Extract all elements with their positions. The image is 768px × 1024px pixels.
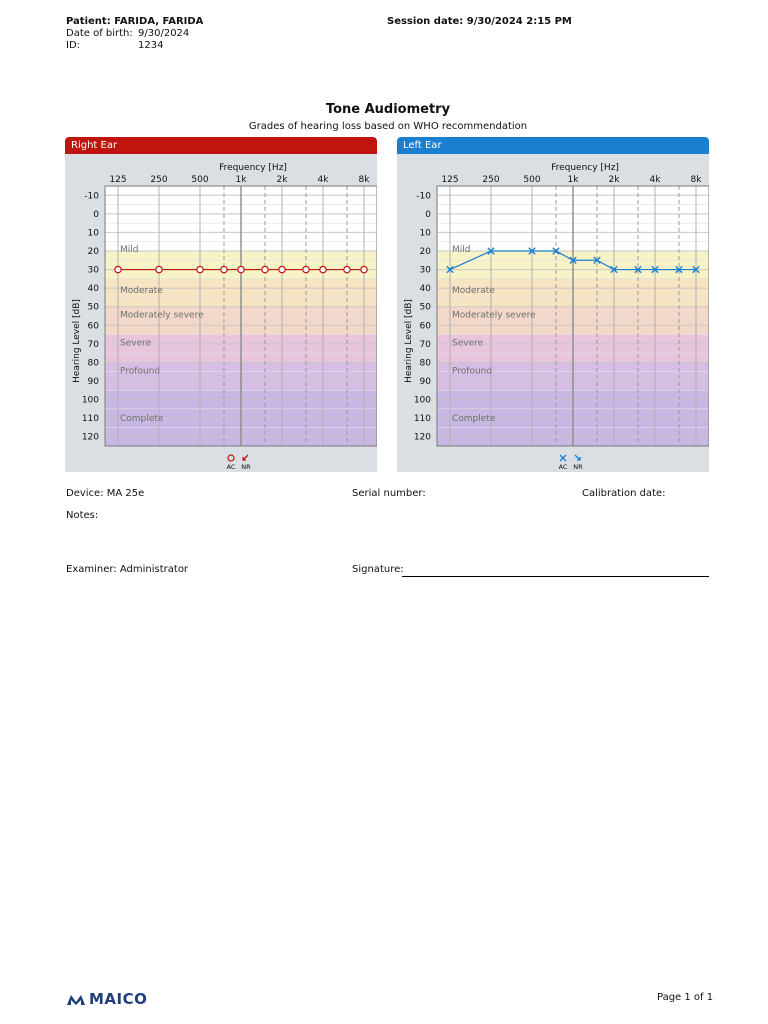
- y-tick-label: 30: [419, 265, 431, 276]
- y-tick-label: 10: [419, 228, 431, 239]
- report-title: Tone Audiometry: [325, 102, 451, 117]
- y-tick-label: 60: [87, 321, 99, 332]
- data-point: [156, 266, 162, 272]
- y-tick-label: 120: [413, 432, 431, 443]
- grade-label: Complete: [120, 414, 164, 425]
- maico-logo-icon: [66, 992, 86, 1006]
- y-tick-label: 40: [87, 284, 99, 295]
- y-tick-label: 90: [419, 377, 431, 387]
- right-ear-panel: [65, 137, 377, 472]
- y-tick-label: 0: [425, 209, 431, 220]
- examiner-value: Administrator: [119, 564, 189, 575]
- x-tick-label: 4k: [317, 175, 329, 185]
- right-ear-audiogram: [65, 137, 377, 472]
- y-tick-label: -10: [84, 191, 99, 202]
- x-tick-label: 1k: [567, 175, 579, 185]
- y-tick-label: 10: [87, 228, 99, 239]
- data-point: [197, 266, 203, 272]
- y-tick-label: 20: [87, 247, 99, 257]
- y-tick-label: -10: [416, 191, 431, 202]
- grade-label: Severe: [120, 338, 152, 349]
- grade-label: Moderately severe: [452, 310, 536, 321]
- examiner-label: Examiner:: [66, 564, 117, 575]
- device-info: [66, 488, 144, 499]
- data-point: [279, 266, 285, 272]
- grade-label: Mild: [120, 245, 139, 255]
- y-tick-label: 70: [87, 339, 99, 350]
- data-point: [320, 266, 326, 272]
- signature-line: [402, 576, 709, 577]
- left-ear-header: Left Ear: [397, 137, 709, 154]
- signature-label: Signature:: [352, 564, 404, 575]
- maico-logo: [66, 990, 147, 1008]
- x-tick-label: 250: [150, 175, 168, 185]
- notes-label: Notes:: [66, 510, 99, 521]
- legend-nr-label: NR: [573, 463, 583, 471]
- y-tick-label: 30: [87, 265, 99, 276]
- left-ear-panel: [397, 137, 709, 472]
- x-tick-label: 125: [441, 175, 459, 185]
- legend-ac-symbol: [560, 455, 566, 461]
- y-tick-label: 120: [81, 432, 99, 443]
- data-point: [262, 266, 268, 272]
- y-tick-label: 40: [419, 284, 431, 295]
- legend-ac-label: AC: [558, 463, 568, 471]
- x-tick-label: 1k: [235, 175, 247, 185]
- calibration-label: Calibration date:: [582, 488, 666, 499]
- legend-nr-symbol: [243, 455, 248, 460]
- session-date: [387, 16, 572, 28]
- patient-label: Patient:: [66, 16, 111, 27]
- grade-label: Moderate: [452, 285, 495, 296]
- report-subtitle: Grades of hearing loss based on WHO recommendation: [248, 121, 528, 132]
- x-tick-label: 4k: [649, 175, 661, 185]
- legend-ac-symbol: [228, 455, 234, 461]
- examiner-info: [66, 564, 188, 575]
- x-tick-label: 2k: [608, 175, 620, 185]
- x-tick-label: 2k: [276, 175, 288, 185]
- y-tick-label: 90: [87, 377, 99, 387]
- legend-ac-label: AC: [226, 463, 236, 471]
- grade-label: Severe: [452, 338, 484, 349]
- legend-nr-label: NR: [241, 463, 251, 471]
- x-tick-label: 500: [523, 175, 541, 185]
- x-axis-label: Frequency [Hz]: [219, 163, 287, 173]
- y-tick-label: 100: [413, 395, 431, 406]
- dob-label: Date of birth:: [66, 28, 133, 39]
- y-tick-label: 110: [413, 414, 431, 425]
- y-tick-label: 70: [419, 339, 431, 350]
- right-ear-header: Right Ear: [65, 137, 377, 154]
- x-tick-label: 500: [191, 175, 209, 185]
- id-label: ID:: [66, 40, 81, 51]
- y-tick-label: 100: [81, 395, 99, 406]
- x-tick-label: 250: [482, 175, 500, 185]
- x-tick-label: 125: [109, 175, 127, 185]
- y-tick-label: 80: [87, 358, 99, 369]
- y-tick-label: 20: [419, 247, 431, 257]
- y-tick-label: 110: [81, 414, 99, 425]
- data-point: [303, 266, 309, 272]
- legend-nr-symbol: [575, 455, 580, 460]
- device-value: MA 25e: [106, 488, 145, 499]
- data-point: [344, 266, 350, 272]
- dob-line: [66, 28, 203, 40]
- y-axis-label: Hearing Level [dB]: [72, 299, 82, 383]
- x-tick-label: 8k: [358, 175, 370, 185]
- patient-block: [66, 16, 203, 52]
- y-tick-label: 50: [419, 302, 431, 313]
- serial-label: Serial number:: [352, 488, 426, 499]
- grade-label: Moderate: [120, 285, 163, 296]
- session-value: 9/30/2024 2:15 PM: [466, 16, 572, 27]
- patient-line: [66, 16, 203, 28]
- data-point: [361, 266, 367, 272]
- device-label: Device:: [66, 488, 104, 499]
- y-tick-label: 80: [419, 358, 431, 369]
- maico-logo-text: MAICO: [89, 990, 148, 1008]
- id-line: [66, 40, 203, 52]
- data-point: [238, 266, 244, 272]
- grade-label: Moderately severe: [120, 310, 204, 321]
- left-ear-audiogram: [397, 137, 709, 472]
- patient-name: FARIDA, FARIDA: [114, 16, 204, 27]
- session-label: Session date:: [387, 16, 464, 27]
- id-value: 1234: [138, 40, 164, 51]
- y-tick-label: 60: [419, 321, 431, 332]
- grade-label: Complete: [452, 414, 496, 425]
- y-axis-label: Hearing Level [dB]: [404, 299, 414, 383]
- page-number: Page 1 of 1: [657, 992, 714, 1003]
- grade-label: Profound: [452, 366, 493, 377]
- y-tick-label: 0: [93, 209, 99, 220]
- data-point: [115, 266, 121, 272]
- dob-value: 9/30/2024: [138, 28, 190, 39]
- grade-label: Mild: [452, 245, 471, 255]
- x-tick-label: 8k: [690, 175, 702, 185]
- grade-label: Profound: [120, 366, 161, 377]
- y-tick-label: 50: [87, 302, 99, 313]
- data-point: [221, 266, 227, 272]
- x-axis-label: Frequency [Hz]: [551, 163, 619, 173]
